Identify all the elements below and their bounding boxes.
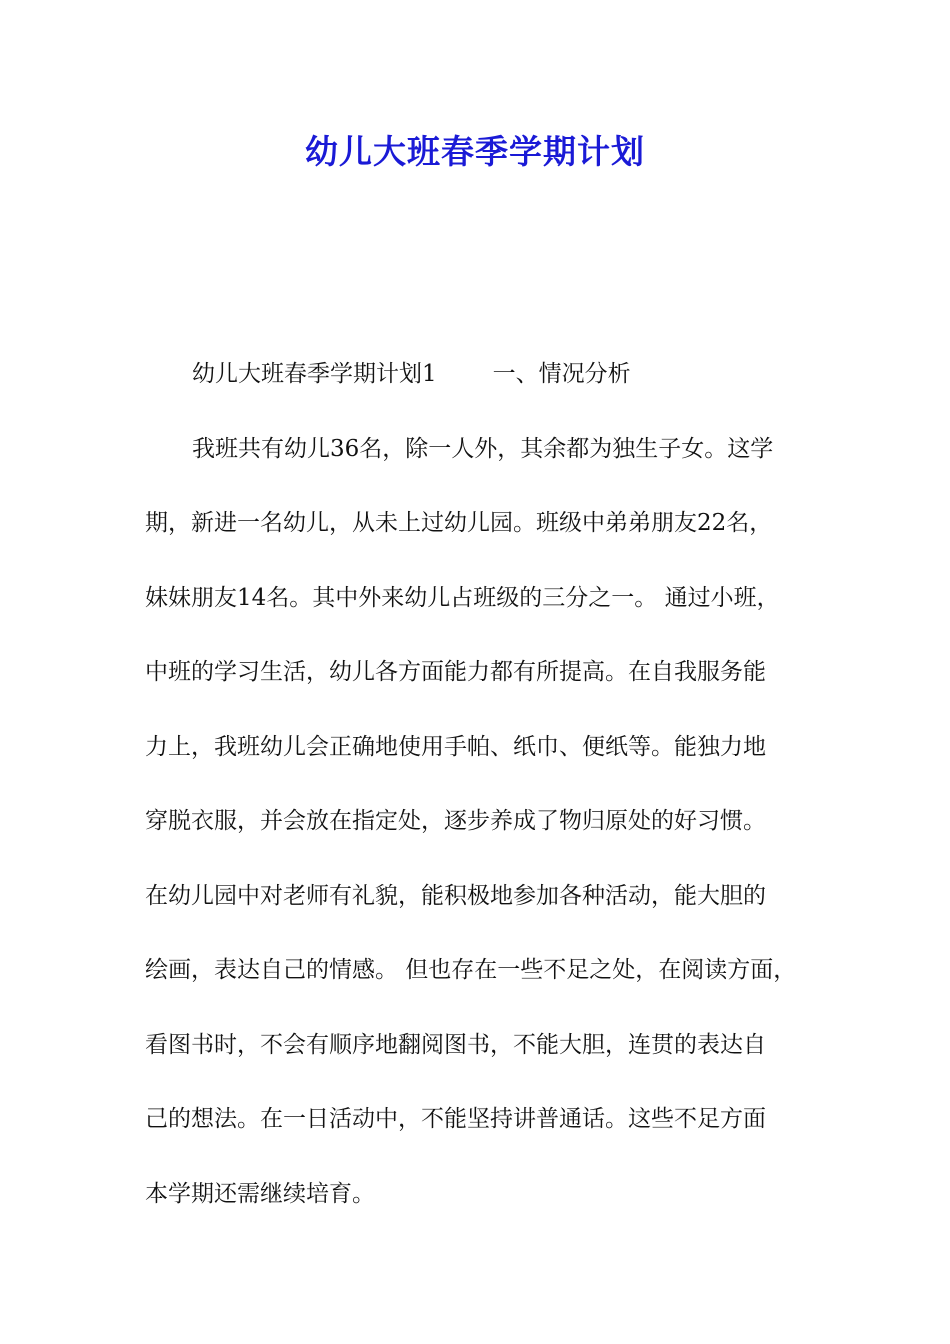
paragraph-line: 绘画，表达自己的情感。 但也存在一些不足之处，在阅读方面， [145, 957, 797, 983]
paragraph-line: 期，新进一名幼儿，从未上过幼儿园。班级中弟弟朋友22名， [145, 510, 773, 536]
paragraph-line: 妹妹朋友14名。其中外来幼儿占班级的三分之一。 通过小班， [145, 584, 780, 611]
paragraph-line: 本学期还需继续培育。 [145, 1180, 375, 1207]
paragraph-line: 在幼儿园中对老师有礼貌，能积极地参加各种活动，能大胆的 [145, 882, 766, 909]
paragraph-line: 穿脱衣服，并会放在指定处，逐步养成了物归原处的好习惯。 [145, 808, 766, 834]
paragraph-line: 力上，我班幼儿会正确地使用手帕、纸巾、便纸等。能独力地 [145, 733, 766, 760]
paragraph-line: 己的想法。在一日活动中，不能坚持讲普通话。这些不足方面 [145, 1106, 766, 1132]
paragraph-line: 我班共有幼儿36名，除一人外，其余都为独生子女。这学 [192, 435, 774, 462]
document-title: 幼儿大班春季学期计划 [305, 132, 645, 171]
section-heading: 一、情况分析 [492, 361, 631, 387]
document-body [145, 337, 825, 1231]
paragraph-line: 中班的学习生活，幼儿各方面能力都有所提高。在自我服务能 [145, 659, 766, 685]
paragraph-line: 看图书时，不会有顺序地翻阅图书，不能大胆，连贯的表达自 [145, 1031, 766, 1058]
paragraph-line [145, 337, 825, 412]
section-heading-prefix: 幼儿大班春季学期计划1 [192, 361, 437, 387]
